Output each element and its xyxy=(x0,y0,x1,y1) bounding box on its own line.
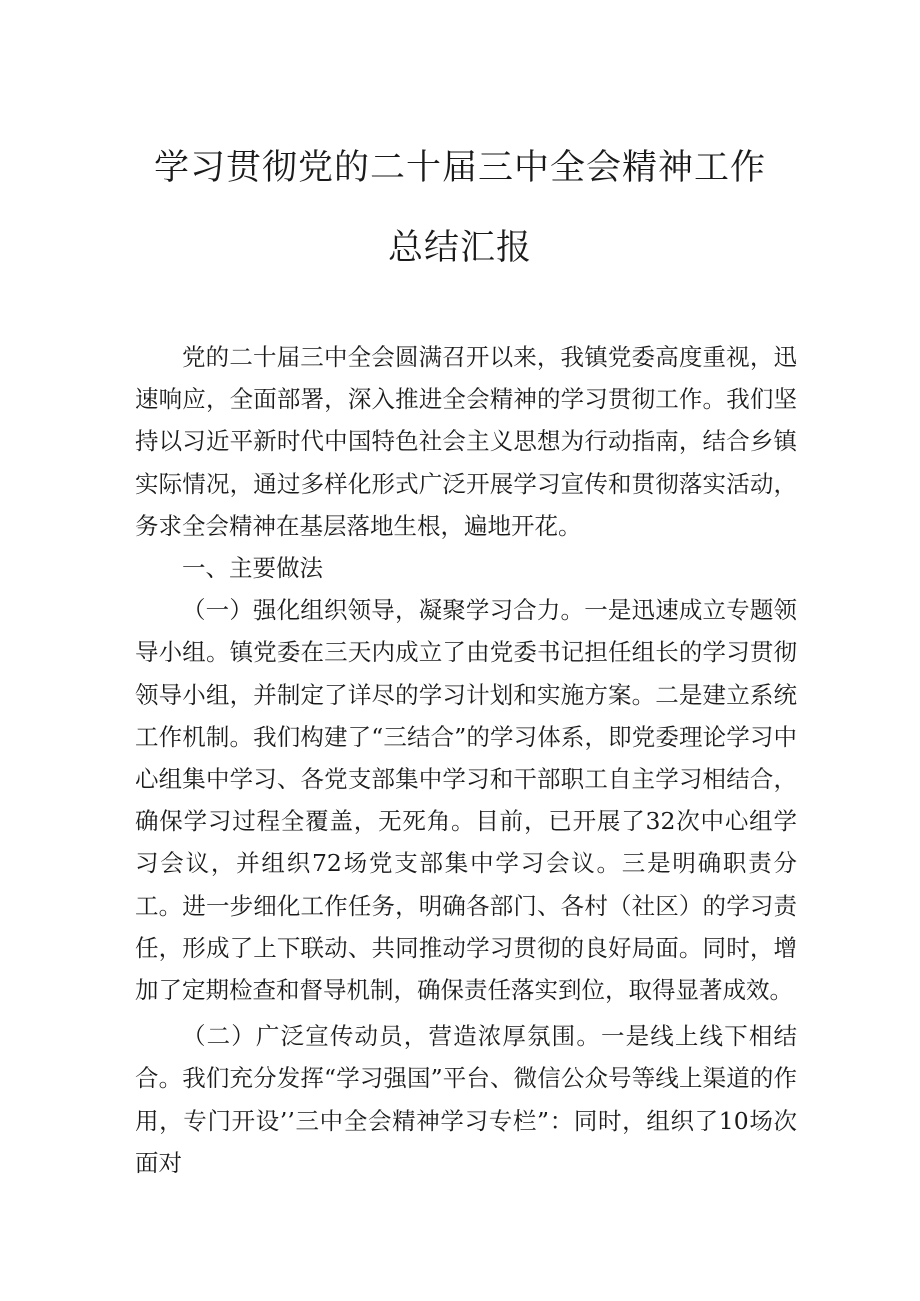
paragraph-publicity-mobilization: （二）广泛宣传动员，营造浓厚氛围。一是线上线下相结合。我们充分发挥“学习强国”平台、微信公众号等线上渠道的作用，专门开设’’三中全会精神学习专栏”：同时，组织了10场次面对 xyxy=(135,1022,797,1177)
intro-paragraph: 党的二十届三中全会圆满召开以来，我镇党委高度重视，迅速响应，全面部署，深入推进全会精神的学习贯彻工作。我们坚持以习近平新时代中国特色社会主义思想为行动指南，结合乡镇实际情况，通过多样化形式广泛开展学习宣传和贯彻落实活动，务求全会精神在基层落地生根，遍地开花。 xyxy=(135,343,797,540)
document-body xyxy=(135,336,797,1184)
paragraph-organization-leadership: （一）强化组织领导，凝聚学习合力。一是迅速成立专题领导小组。镇党委在三天内成立了由党委书记担任组长的学习贯彻领导小组，并制定了详尽的学习计划和实施方案。二是建立系统工作机制。我们构建了“三结合”的学习体系，即党委理论学习中心组集中学习、各党支部集中学习和干部职工自主学习相结合，确保学习过程全覆盖，无死角。目前，已开展了32次中心组学习会议，并组织72场党支部集中学习会议。三是明确职责分工。进一步细化工作任务，明确各部门、各村（社区）的学习责任，形成了上下联动、共同推动学习贯彻的良好局面。同时，增加了定期检查和督导机制，确保责任落实到位，取得显著成效。 xyxy=(135,596,797,1005)
document-title-line-1: 学习贯彻党的二十届三中全会精神工作 xyxy=(153,148,766,188)
document-title-line-2: 总结汇报 xyxy=(387,228,532,268)
section-heading-main-practices: 一、主要做法 xyxy=(182,554,323,583)
